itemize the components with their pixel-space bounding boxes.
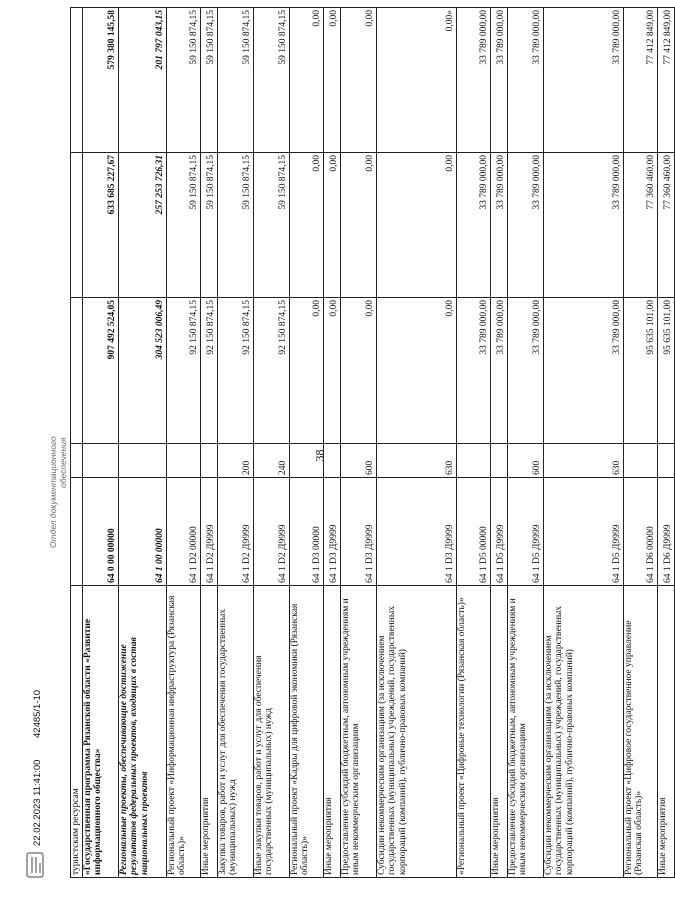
row-year3-cell: 33 789 000,00 [507,8,543,153]
table-row [657,8,674,878]
row-code-cell: 64 1 D2 Д9999 [253,478,289,586]
row-name-cell: туристским ресурсам [71,586,83,878]
table-row [166,8,200,878]
row-year2-cell: 257 253 726,31 [118,153,166,298]
row-year3-cell: 33 789 000,00 [543,8,623,153]
row-name-cell: Иные закупки товаров, работ и услуг для обеспечения государственных (муниципальных) нужд [253,586,289,878]
row-code-cell: 64 1 D3 00000 [289,478,323,586]
row-type-cell [166,444,200,478]
row-type-cell [82,444,118,478]
row-year2-cell: 33 789 000,00 [543,153,623,298]
row-type-cell: 240 [253,444,289,478]
footer-timestamp: 22.02.2023 11:41:00 [32,759,43,846]
row-year3-cell: 0,00» [376,8,456,153]
row-type-cell: 630 [376,444,456,478]
table-row [289,8,323,878]
table-row [323,8,340,878]
table-row [623,8,657,878]
row-name-cell: Субсидии некоммерческим организациям (за исключением государственных (муниципальных) учреждений, государственных корпораций (компаний), публично-правовых компаний) [376,586,456,878]
row-year3-cell: 0,00 [340,8,376,153]
table-row [490,8,507,878]
table-row [507,8,543,878]
row-code-cell: 64 1 D6 00000 [623,478,657,586]
row-year3-cell: 33 789 000,00 [456,8,490,153]
row-name-cell: Региональные проекты, обеспечивающие достижение результатов федеральных проектов, входящих в состав национальных проектов [118,586,166,878]
row-code-cell: 64 0 00 00000 [82,478,118,586]
row-code-cell: 64 1 D5 Д9999 [490,478,507,586]
row-year2-cell: 33 789 000,00 [507,153,543,298]
row-name-cell: Предоставление субсидий бюджетным, автономным учреждениям и иным некоммерческим организациям [340,586,376,878]
row-year1-cell: 33 789 000,00 [543,298,623,444]
table-row [118,8,166,878]
row-year2-cell: 33 789 000,00 [490,153,507,298]
row-year1-cell: 907 492 524,05 [82,298,118,444]
table-row [340,8,376,878]
row-year3-cell: 59 150 874,15 [166,8,200,153]
row-year1-cell: 0,00 [376,298,456,444]
table-row [253,8,289,878]
footer-department-line2: обеспечения [58,437,68,488]
row-code-cell: 64 1 D5 Д9999 [507,478,543,586]
row-code-cell: 64 1 D3 Д9999 [323,478,340,586]
row-code-cell: 64 1 D6 Д9999 [657,478,674,586]
row-code-cell [71,478,83,586]
row-year1-cell: 0,00 [340,298,376,444]
row-year1-cell: 92 150 874,15 [200,298,217,444]
table-row [456,8,490,878]
row-name-cell: Предоставление субсидий бюджетным, автономным учреждениям и иным некоммерческим организациям [507,586,543,878]
row-type-cell: 630 [543,444,623,478]
row-code-cell: 64 1 D3 Д9999 [340,478,376,586]
row-year1-cell: 0,00 [289,298,323,444]
row-code-cell: 64 1 D2 00000 [166,478,200,586]
row-year3-cell: 33 789 000,00 [490,8,507,153]
row-year1-cell: 33 789 000,00 [507,298,543,444]
row-year2-cell: 59 150 874,15 [200,153,217,298]
table-row [82,8,118,878]
row-year1-cell: 92 150 874,15 [166,298,200,444]
row-year2-cell [71,153,83,298]
row-name-cell: Иные мероприятия [323,586,340,878]
row-name-cell: Иные мероприятия [200,586,217,878]
row-year3-cell: 59 150 874,15 [200,8,217,153]
row-year2-cell: 59 150 874,15 [217,153,253,298]
row-type-cell [118,444,166,478]
document-stamp-icon [26,852,44,878]
row-year3-cell: 59 150 874,15 [217,8,253,153]
row-code-cell: 64 1 00 00000 [118,478,166,586]
row-year2-cell: 0,00 [323,153,340,298]
row-code-cell: 64 1 D2 Д9999 [200,478,217,586]
row-code-cell: 64 1 D3 Д9999 [376,478,456,586]
row-year3-cell: 0,00 [289,8,323,153]
footer-doc-id: 42485/1-10 [32,689,43,738]
row-type-cell [200,444,217,478]
row-year2-cell: 0,00 [289,153,323,298]
row-year2-cell: 0,00 [340,153,376,298]
row-name-cell: Иные мероприятия [657,586,674,878]
row-year1-cell: 95 635 101,00 [623,298,657,444]
row-name-cell: Региональный проект «Цифровое государственное управление (Рязанская область)» [623,586,657,878]
row-year3-cell: 77 412 849,00 [657,8,674,153]
row-type-cell: 600 [507,444,543,478]
row-year2-cell: 0,00 [376,153,456,298]
row-year2-cell: 59 150 874,15 [253,153,289,298]
row-type-cell [323,444,340,478]
row-name-cell: Закупка товаров, работ и услуг для обеспечения государственных (муниципальных) нужд [217,586,253,878]
row-year3-cell: 201 797 043,15 [118,8,166,153]
budget-table [70,7,675,878]
row-type-cell: 200 [217,444,253,478]
row-year2-cell: 59 150 874,15 [166,153,200,298]
row-name-cell: Региональный проект «Информационная инфраструктура (Рязанская область)» [166,586,200,878]
row-name-cell: Субсидии некоммерческим организациям (за исключением государственных (муниципальных) учреждений, государственных корпораций (компаний), публично-правовых компаний) [543,586,623,878]
row-name-cell: «Государственная программа Рязанской области «Развитие информационного общества» [82,586,118,878]
row-name-cell: Иные мероприятия [490,586,507,878]
budget-table-rotated [70,8,673,878]
row-year2-cell: 77 360 460,00 [623,153,657,298]
row-year1-cell [71,298,83,444]
row-year3-cell: 0,00 [323,8,340,153]
row-code-cell: 64 1 D5 Д9999 [543,478,623,586]
row-name-cell: «Региональный проект «Цифровые технологии (Рязанская область)» [456,586,490,878]
footer-department: Отдел документационного [48,436,58,548]
table-row [543,8,623,878]
row-code-cell: 64 1 D2 Д9999 [217,478,253,586]
row-year2-cell: 77 360 460,00 [657,153,674,298]
row-year3-cell: 77 412 849,00 [623,8,657,153]
table-row [376,8,456,878]
row-code-cell: 64 1 D5 00000 [456,478,490,586]
row-type-cell: 600 [340,444,376,478]
row-type-cell [623,444,657,478]
document-footer [24,8,69,878]
row-year1-cell: 304 523 006,49 [118,298,166,444]
row-year3-cell: 579 380 145,58 [82,8,118,153]
row-year2-cell: 33 789 000,00 [456,153,490,298]
row-year1-cell: 92 150 874,15 [253,298,289,444]
row-name-cell: Региональный проект «Кадры для цифровой экономики (Рязанская область)» [289,586,323,878]
row-type-cell [657,444,674,478]
row-type-cell [289,444,323,478]
row-year1-cell: 95 635 101,00 [657,298,674,444]
row-year1-cell: 33 789 000,00 [456,298,490,444]
row-type-cell [490,444,507,478]
row-type-cell [456,444,490,478]
table-row [71,8,83,878]
row-year1-cell: 92 150 874,15 [217,298,253,444]
row-year1-cell: 33 789 000,00 [490,298,507,444]
table-row [217,8,253,878]
row-year3-cell [71,8,83,153]
row-type-cell [71,444,83,478]
page-number: 38 [312,449,327,462]
row-year1-cell: 0,00 [323,298,340,444]
row-year3-cell: 59 150 874,15 [253,8,289,153]
table-row [200,8,217,878]
row-year2-cell: 633 685 227,67 [82,153,118,298]
